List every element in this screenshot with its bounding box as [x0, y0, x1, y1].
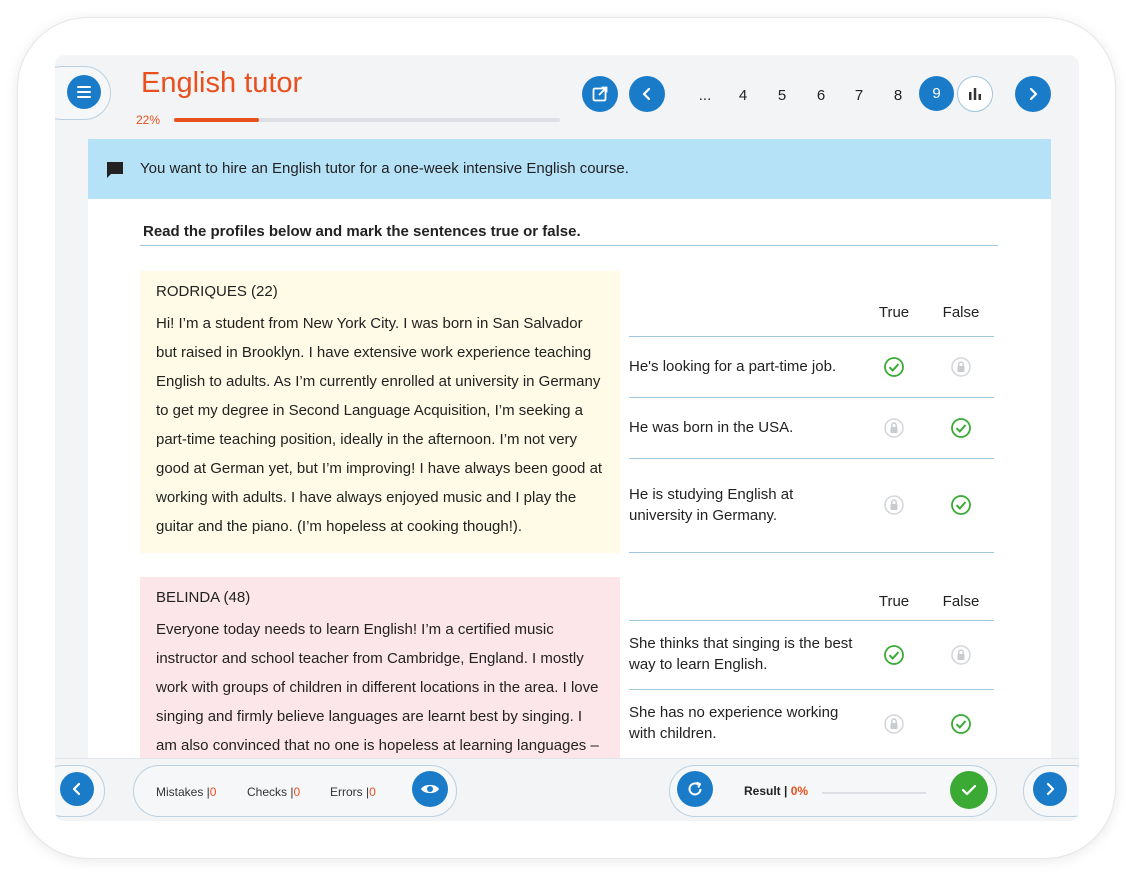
- mistakes-value: 0: [209, 785, 217, 799]
- table-header: [629, 290, 994, 337]
- content-panel: [88, 139, 1051, 821]
- check-icon: [961, 783, 977, 797]
- statements-table-1: [629, 290, 994, 553]
- statement-row: [629, 398, 994, 459]
- errors-count: [330, 785, 376, 799]
- false-column-header: False: [942, 593, 980, 610]
- result-progress-bar: [822, 792, 926, 794]
- app-screen: [55, 55, 1079, 821]
- footer-bar: [55, 758, 1079, 821]
- footer-next-button[interactable]: [1033, 772, 1067, 806]
- progress-fill: [174, 118, 259, 122]
- table-header: [629, 582, 994, 621]
- page-6[interactable]: 6: [816, 87, 826, 104]
- lock-icon[interactable]: [950, 644, 972, 666]
- true-column-header: True: [878, 304, 910, 321]
- result-text: [744, 784, 808, 798]
- statement-text: She thinks that singing is the best way to learn English.: [629, 635, 853, 673]
- check-circle-icon[interactable]: [883, 644, 905, 666]
- check-circle-icon[interactable]: [950, 417, 972, 439]
- page-title: English tutor: [141, 67, 303, 99]
- statement-row: [629, 459, 994, 553]
- footer-previous-button[interactable]: [60, 772, 94, 806]
- chevron-left-icon: [640, 87, 654, 101]
- chevron-right-icon: [1026, 87, 1040, 101]
- checks-value: 0: [293, 785, 301, 799]
- profile-text: Everyone today needs to learn English! I’m a certified music instructor and school teacher from Cambridge, England. I mostly work with groups of children in different locations in the area. I love singing and firmly believe languages are learnt best by singing. I am also convinced that no one is hopeless at learning languages –: [156, 621, 599, 754]
- instructions: Read the profiles below and mark the sentences true or false.: [143, 223, 581, 240]
- menu-button[interactable]: [67, 75, 101, 109]
- lock-icon[interactable]: [883, 494, 905, 516]
- mistakes-count: [156, 785, 216, 799]
- task-banner: [88, 139, 1051, 199]
- next-page-button[interactable]: [1015, 76, 1051, 112]
- eye-icon: [420, 782, 440, 796]
- external-link-icon: [591, 85, 609, 103]
- profile-card-rodriques: [140, 271, 620, 553]
- reset-button[interactable]: [677, 771, 713, 807]
- statement-row: [629, 337, 994, 398]
- check-circle-icon[interactable]: [950, 713, 972, 735]
- result-panel: [669, 765, 997, 817]
- errors-label: Errors |: [330, 785, 370, 799]
- lock-icon[interactable]: [883, 713, 905, 735]
- statement-text: She has no experience working with children.: [629, 704, 839, 742]
- check-circle-icon[interactable]: [883, 356, 905, 378]
- page-9-label: 9: [932, 85, 941, 102]
- previous-page-button[interactable]: [629, 76, 665, 112]
- lock-icon[interactable]: [950, 356, 972, 378]
- statements-table-2: [629, 582, 994, 758]
- statement-text: He's looking for a part-time job.: [629, 358, 837, 375]
- statement-text: He is studying English at university in Germany.: [629, 486, 794, 524]
- page-5[interactable]: 5: [777, 87, 787, 104]
- page-9-current[interactable]: [919, 76, 954, 111]
- comment-icon: [106, 161, 124, 179]
- lock-icon[interactable]: [883, 417, 905, 439]
- result-label: Result |: [744, 784, 788, 798]
- statement-row: [629, 690, 994, 758]
- profile-name: RODRIQUES (22): [156, 283, 278, 300]
- false-column-header: False: [942, 304, 980, 321]
- mistakes-label: Mistakes |: [156, 785, 210, 799]
- result-value: 0%: [790, 784, 809, 798]
- instructions-divider: [140, 245, 998, 246]
- true-column-header: True: [878, 593, 910, 610]
- progress-bar: [174, 118, 560, 122]
- page-8[interactable]: 8: [893, 87, 903, 104]
- errors-value: 0: [369, 785, 376, 799]
- chevron-right-icon: [1043, 782, 1057, 796]
- progress-label: 22%: [136, 113, 161, 127]
- profile-text: Hi! I’m a student from New York City. I was born in San Salvador but raised in Brooklyn. I have extensive work experience teaching English to adults. As I’m currently enrolled at university in Germany to get my degree in Second Language Acquisition, I’m seeking a part-time teaching position, ideally in the afternoon. I’m not very good at German yet, but I’m improving! I have always been good at working with adults. I have always enjoyed music and I play the guitar and the piano. (I’m hopeless at cooking though!).: [156, 315, 603, 535]
- statement-row: [629, 621, 994, 690]
- checks-label: Checks |: [247, 785, 294, 799]
- page-7[interactable]: 7: [854, 87, 864, 104]
- check-circle-icon[interactable]: [950, 494, 972, 516]
- profile-name: BELINDA (48): [156, 589, 251, 606]
- open-external-button[interactable]: [582, 76, 618, 112]
- show-answers-button[interactable]: [412, 771, 448, 807]
- menu-icon: [76, 85, 92, 99]
- chevron-left-icon: [70, 782, 84, 796]
- bar-chart-icon: [967, 87, 983, 101]
- refresh-icon: [686, 780, 704, 798]
- statistics-button[interactable]: [957, 76, 993, 112]
- checks-count: [247, 785, 300, 799]
- statement-text: He was born in the USA.: [629, 419, 794, 436]
- banner-text: You want to hire an English tutor for a one-week intensive English course.: [140, 160, 629, 177]
- check-answers-button[interactable]: [950, 771, 988, 809]
- page-ellipsis[interactable]: ...: [698, 87, 712, 104]
- page-4[interactable]: 4: [738, 87, 748, 104]
